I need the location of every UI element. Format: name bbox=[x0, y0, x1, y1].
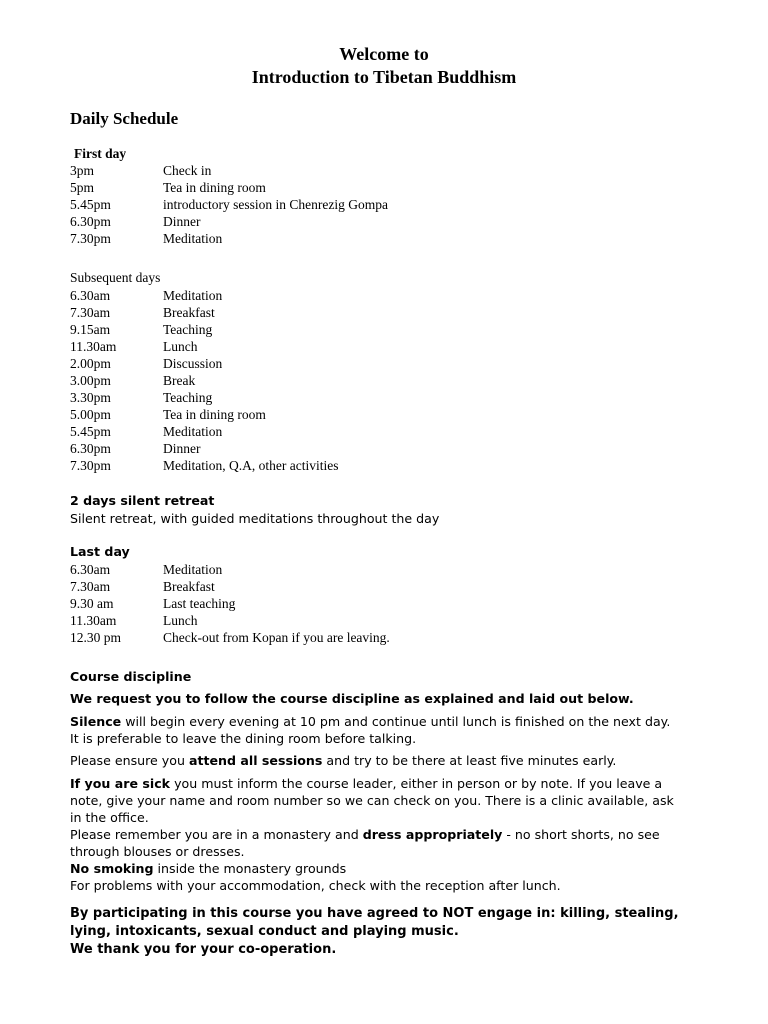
schedule-activity: Meditation bbox=[163, 288, 223, 303]
schedule-activity: Dinner bbox=[163, 214, 201, 229]
discipline-request: We request you to follow the course discipline as explained and laid out below. bbox=[70, 691, 634, 706]
schedule-time: 7.30am bbox=[70, 305, 111, 320]
schedule-time: 5pm bbox=[70, 180, 95, 195]
schedule-time: 11.30am bbox=[70, 339, 117, 354]
dress-label: dress appropriately bbox=[362, 827, 503, 842]
schedule-time: 9.15am bbox=[70, 322, 111, 337]
dress-rule bbox=[70, 826, 680, 860]
attendance-post: and try to be there at least five minutes early. bbox=[322, 753, 617, 768]
schedule-activity: Teaching bbox=[163, 390, 213, 405]
silent-retreat-text: Silent retreat, with guided meditations throughout the day bbox=[70, 511, 440, 526]
schedule-activity-main: Meditation bbox=[163, 458, 223, 473]
smoking-text: inside the monastery grounds bbox=[153, 861, 347, 876]
schedule-time: 6.30am bbox=[70, 562, 111, 577]
schedule-activity: Tea in dining room bbox=[163, 407, 266, 422]
schedule-activity bbox=[163, 458, 338, 474]
schedule-activity: Lunch bbox=[163, 613, 198, 628]
schedule-time: 3.00pm bbox=[70, 373, 111, 388]
schedule-activity: Dinner bbox=[163, 441, 201, 456]
schedule-activity: Tea in dining room bbox=[163, 180, 266, 195]
sickness-label: If you are sick bbox=[70, 776, 171, 791]
schedule-time: 6.30am bbox=[70, 288, 111, 303]
first-day-heading: First day bbox=[74, 146, 127, 161]
schedule-time: 5.00pm bbox=[70, 407, 111, 422]
schedule-time: 3pm bbox=[70, 163, 95, 178]
title-line-1: Welcome to bbox=[339, 44, 429, 64]
silence-text: will begin every evening at 10 pm and continue until lunch is finished on the next day. It is preferable to leave the dining room before talking. bbox=[70, 714, 671, 746]
schedule-activity-extra: , Q.A, other activities bbox=[222, 458, 339, 473]
smoking-label: No smoking bbox=[70, 861, 154, 876]
course-discipline-heading: Course discipline bbox=[70, 669, 192, 684]
schedule-activity: Meditation bbox=[163, 424, 223, 439]
schedule-activity: Breakfast bbox=[163, 579, 215, 594]
schedule-activity: Teaching bbox=[163, 322, 213, 337]
silence-label: Silence bbox=[70, 714, 122, 729]
schedule-time: 12.30 pm bbox=[70, 630, 122, 645]
sickness-text: you must inform the course leader, either in person or by note. If you leave a note, give your name and room number so we can check on you. There is a clinic available, ask in the office. bbox=[70, 776, 674, 825]
sickness-rule bbox=[70, 775, 680, 826]
schedule-time: 2.00pm bbox=[70, 356, 111, 371]
schedule-activity: introductory session in Chenrezig Gompa bbox=[163, 197, 388, 212]
accommodation-note: For problems with your accommodation, check with the reception after lunch. bbox=[70, 878, 561, 893]
dress-pre: Please remember you are in a monastery and bbox=[70, 827, 363, 842]
schedule-time: 5.45pm bbox=[70, 424, 111, 439]
schedule-activity: Breakfast bbox=[163, 305, 215, 320]
last-day-heading: Last day bbox=[70, 544, 130, 559]
schedule-time: 7.30pm bbox=[70, 458, 111, 473]
subsequent-days-heading: Subsequent days bbox=[70, 270, 161, 285]
silent-retreat-heading: 2 days silent retreat bbox=[70, 493, 215, 508]
attendance-label: attend all sessions bbox=[188, 753, 323, 768]
daily-schedule-heading: Daily Schedule bbox=[70, 109, 179, 128]
schedule-time: 11.30am bbox=[70, 613, 117, 628]
schedule-activity: Meditation bbox=[163, 231, 223, 246]
smoking-rule bbox=[70, 860, 680, 877]
attendance-pre: Please ensure you bbox=[70, 753, 189, 768]
closing-line-1: By participating in this course you have agreed to NOT engage in: killing, stealing, bbox=[70, 906, 679, 921]
schedule-time: 3.30pm bbox=[70, 390, 111, 405]
schedule-activity: Break bbox=[163, 373, 196, 388]
schedule-activity: Check in bbox=[163, 163, 212, 178]
closing-line-3: We thank you for your co-operation. bbox=[70, 942, 337, 957]
schedule-time: 6.30pm bbox=[70, 214, 111, 229]
schedule-activity: Last teaching bbox=[163, 596, 236, 611]
schedule-activity: Check-out from Kopan if you are leaving. bbox=[163, 630, 390, 645]
schedule-time: 9.30 am bbox=[70, 596, 114, 611]
attendance-rule bbox=[70, 752, 680, 769]
schedule-time: 6.30pm bbox=[70, 441, 111, 456]
silence-rule bbox=[70, 713, 680, 747]
schedule-time: 7.30pm bbox=[70, 231, 111, 246]
schedule-time: 7.30am bbox=[70, 579, 111, 594]
schedule-activity: Lunch bbox=[163, 339, 198, 354]
dress-post: - no short shorts, no see through blouses or dresses. bbox=[70, 827, 660, 859]
schedule-time: 5.45pm bbox=[70, 197, 111, 212]
schedule-activity: Discussion bbox=[163, 356, 223, 371]
schedule-activity: Meditation bbox=[163, 562, 223, 577]
title-line-2: Introduction to Tibetan Buddhism bbox=[251, 67, 517, 87]
closing-line-2: lying, intoxicants, sexual conduct and playing music. bbox=[70, 924, 459, 939]
